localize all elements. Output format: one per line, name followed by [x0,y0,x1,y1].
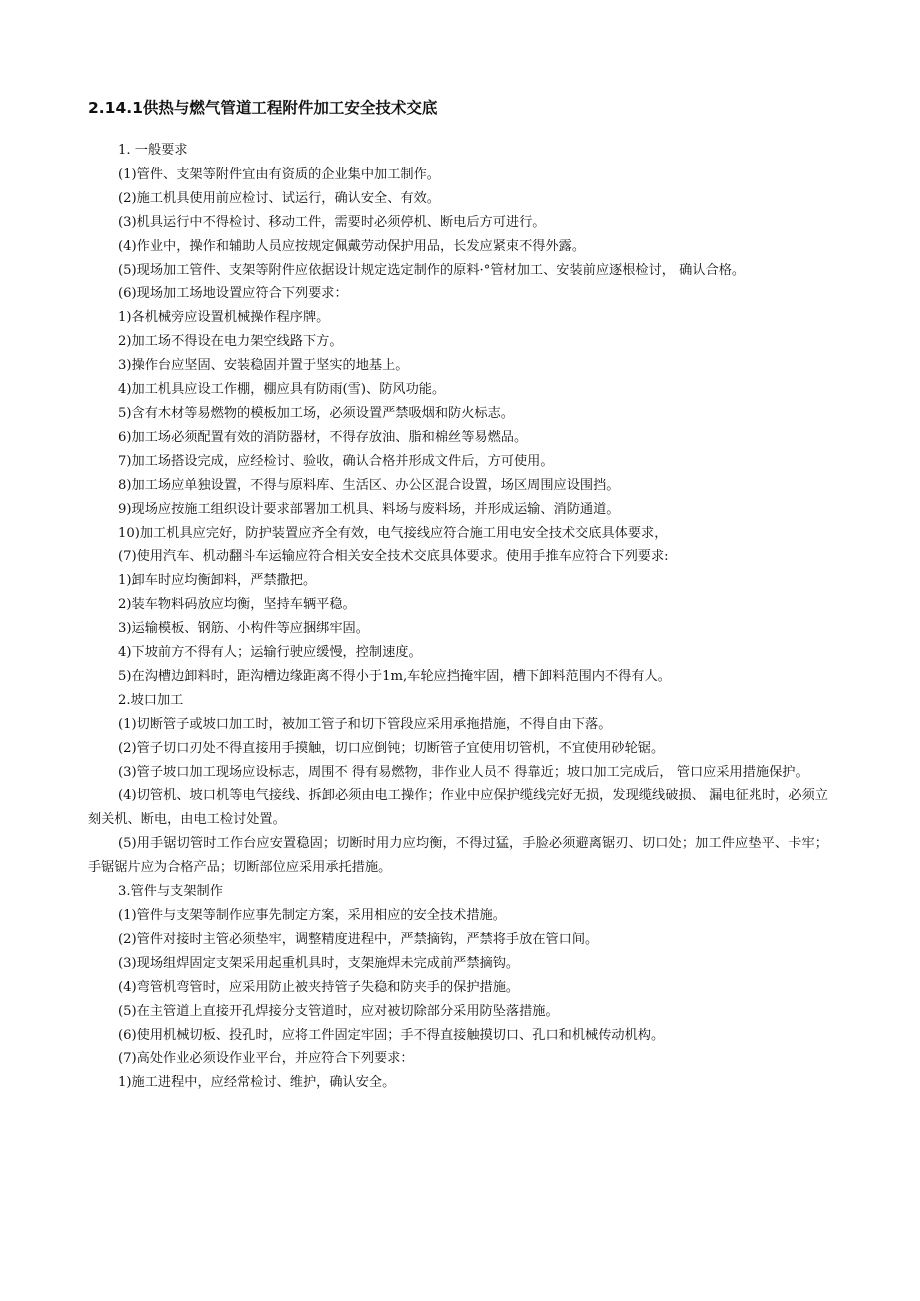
paragraph: (5)在主管道上直接开孔焊接分支管道时，应对被切除部分采用防坠落措施。 [118,1003,559,1019]
paragraph: (5)现场加工管件、支架等附件应依据设计规定选定制作的原料·°管材加工、安装前应逐根检讨， 确认合格。 [118,262,746,278]
list-item: 2)装车物料码放应均衡，坚持车辆平稳。 [118,597,356,613]
list-item: 3)运输模板、钢筋、小构件等应捆绑牢固。 [118,621,369,637]
document-body [88,139,828,1095]
paragraph: (2)施工机具使用前应检讨、试运行，确认安全、有效。 [118,190,440,206]
paragraph: (3)现场组焊固定支架采用起重机具时，支架施焊未完成前严禁摘钩。 [118,955,520,971]
paragraph: (4)弯管机弯管时，应采用防止被夹持管子失稳和防夹手的保护措施。 [118,979,520,995]
list-item: 3)操作台应坚固、安装稳固并置于坚实的地基上。 [118,358,409,374]
list-item: 2)加工场不得设在电力架空线路下方。 [118,334,343,350]
paragraph: (2)管件对接时主管必须垫牢，调整精度进程中，严禁摘钩，严禁将手放在管口间。 [118,931,599,947]
paragraph: (5)用手锯切管时工作台应安置稳固；切断时用力应均衡，不得过猛，手脸必须避离锯刃、切口处；加工件应垫平、卡牢；手锯锯片应为合格产品；切断部位应采用承托措施。 [88,836,828,876]
paragraph: (6)现场加工场地设置应符合下列要求： [118,286,348,302]
list-item: 7)加工场搭设完成，应经检讨、验收，确认合格并形成文件后，方可使用。 [118,453,554,469]
list-item: 6)加工场必须配置有效的消防器材，不得存放油、脂和棉丝等易燃品。 [118,429,528,445]
paragraph: (1)切断管子或坡口加工时，被加工管子和切下管段应采用承拖措施，不得自由下落。 [118,716,612,732]
document-title: 2.14.1供热与燃气管道工程附件加工安全技术交底 [88,99,438,117]
list-item: 5)含有木材等易燃物的模板加工场，必须设置严禁吸烟和防火标志。 [118,405,514,421]
paragraph: (4)作业中，操作和辅助人员应按规定佩戴劳动保护用品，长发应紧束不得外露。 [118,238,586,254]
list-item: 5)在沟槽边卸料时，距沟槽边缘距离不得小于1m,车轮应挡掩牢固，槽下卸料范围内不得有人。 [118,668,671,684]
list-item: 1)施工进程中，应经常检讨、维护，确认安全。 [118,1075,396,1091]
list-item: 1)各机械旁应设置机械操作程序牌。 [118,310,330,326]
list-item: 1)卸车时应均衡卸料，严禁撒把。 [118,573,317,589]
paragraph: (2)管子切口刃处不得直接用手摸触，切口应倒钝；切断管子宜使用切管机，不宜使用砂轮锯。 [118,740,665,756]
paragraph: (4)切管机、坡口机等电气接线、拆卸必须由电工操作；作业中应保护缆线完好无损，发现缆线破损、 漏电征兆时，必须立刻关机、断电，由电工检讨处置。 [88,788,828,828]
list-item: 8)加工场应单独设置，不得与原料库、生活区、办公区混合设置，场区周围应设围挡。 [118,477,620,493]
list-item: 4)下坡前方不得有人；运输行驶应缓慢，控制速度。 [118,645,422,661]
paragraph: (7)高处作业必须设作业平台，并应符合下列要求： [118,1051,414,1067]
paragraph: (1)管件、支架等附件宜由有资质的企业集中加工制作。 [118,166,440,182]
paragraph: (7)使用汽车、机动翻斗车运输应符合相关安全技术交底具体要求。使用手推车应符合下列要求: [118,549,669,565]
paragraph: (3)机具运行中不得检讨、移动工件，需要时必须停机、断电后方可进行。 [118,214,546,230]
paragraph: (6)使用机械切板、投孔时，应将工件固定牢固；手不得直接触摸切口、孔口和机械传动机构。 [118,1027,665,1043]
section-heading: 1. 一般要求 [118,143,188,158]
paragraph: (1)管件与支架等制作应事先制定方案，采用相应的安全技术措施。 [118,908,506,923]
list-item: 9)现场应按施工组织设计要求部署加工机具、料场与废料场，并形成运输、消防通道。 [118,501,620,517]
section-heading: 2.坡口加工 [118,692,184,708]
paragraph: (3)管子坡口加工现场应设标志，周围不 得有易燃物，非作业人员不 得靠近；坡口加工完成后， 管口应采用措施保护。 [118,764,809,780]
list-item: 4)加工机具应设工作棚，棚应具有防雨(雪)、防风功能。 [118,382,446,398]
section-heading: 3.管件与支架制作 [118,884,223,900]
list-item: 10)加工机具应完好，防护装置应齐全有效，电气接线应符合施工用电安全技术交底具体要求， [118,525,668,541]
